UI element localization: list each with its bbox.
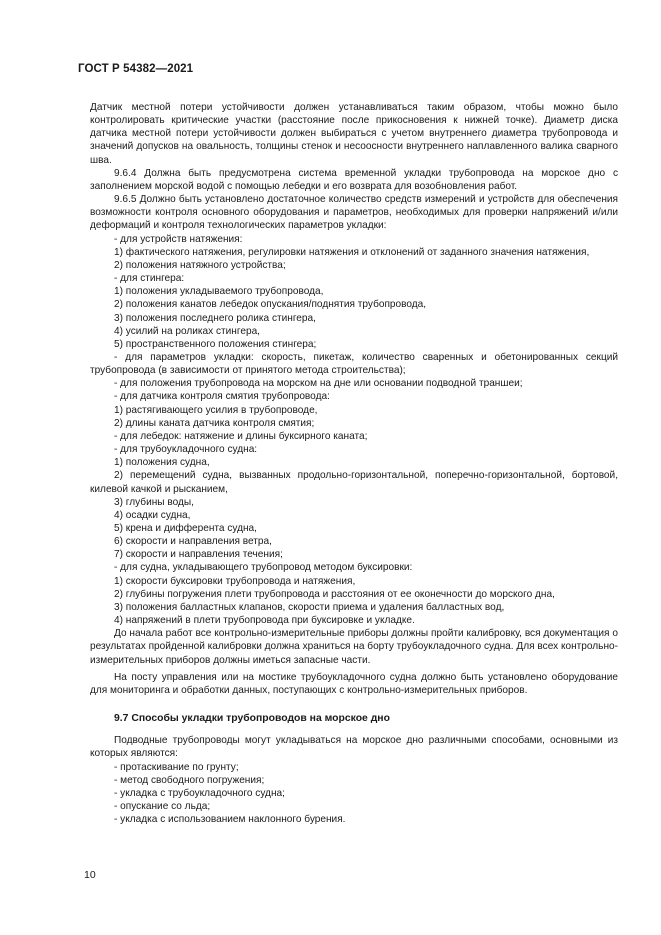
- paragraph: Подводные трубопроводы могут укладываться на морское дно различными способами, основными из которых являются:: [90, 735, 618, 760]
- list-item: - укладка с трубоукладочного судна;: [114, 787, 285, 799]
- list-item: 3) положения последнего ролика стингера,: [114, 312, 316, 324]
- list-item: 5) пространственного положения стингера;: [114, 338, 317, 350]
- clause-9-6-5: 9.6.5 Должно быть установлено достаточное количество средств измерений и устройств для обеспечения возможности контроля основного оборудования и параметров, необходимых для проверки напряжений и/или деформаций и контроля технологических параметров укладки:: [90, 194, 618, 232]
- list-item: 1) положения судна,: [114, 457, 210, 469]
- list-item: 4) напряжений в плети трубопровода при буксировке и укладке.: [114, 615, 415, 627]
- list-item: 2) длины каната датчика контроля смятия;: [114, 417, 315, 429]
- paragraph: Датчик местной потери устойчивости должен устанавливаться таким образом, чтобы можно было контролировать критические участки (расстояние после прикосновения к нижней точке). Диаметр диска датчика местной потери устойчивости должен выбираться с учетом внутреннего диаметра трубопровода и значений допусков на овальность, толщины стенок и несоосности внутреннего наплавленного валика сварного шва.: [90, 102, 618, 166]
- list-item: - для лебедок: натяжение и длины буксирного каната;: [114, 430, 368, 442]
- list-item: - для устройств натяжения:: [114, 233, 243, 245]
- clause-9-6-4: 9.6.4 Должна быть предусмотрена система временной укладки трубопровода на морское дно с заполнением морской водой с помощью лебедки и его возврата для возобновления работ.: [90, 167, 618, 192]
- document-header: ГОСТ Р 54382—2021: [78, 63, 194, 75]
- list-item: - метод свободного погружения;: [114, 774, 265, 786]
- section-title: 9.7 Способы укладки трубопроводов на морское дно: [114, 713, 390, 725]
- list-item: - для судна, укладывающего трубопровод методом буксировки:: [114, 562, 413, 574]
- list-item: - для стингера:: [114, 273, 185, 285]
- list-item: 6) скорости и направления ветра,: [114, 536, 272, 548]
- list-item: 2) положения натяжного устройства;: [114, 259, 286, 271]
- list-item: 1) фактического натяжения, регулировки натяжения и отклонений от заданного значения натяжения,: [114, 246, 590, 258]
- list-item: 3) положения балластных клапанов, скорости приема и удаления балластных вод,: [114, 601, 505, 613]
- paragraph: До начала работ все контрольно-измерительные приборы должны пройти калибровку, вся документация о результатах пройденной калибровки должна храниться на борту трубоукладочного судна. Для всех контрольно-измерительных приборов должны иметься запасные части.: [90, 628, 618, 666]
- list-item: - для трубоукладочного судна:: [114, 444, 258, 456]
- list-item: 7) скорости и направления течения;: [114, 549, 283, 561]
- list-item: 1) положения укладываемого трубопровода,: [114, 286, 324, 298]
- page-number: 10: [84, 869, 96, 881]
- list-item: - укладка с использованием наклонного бурения.: [114, 814, 346, 826]
- list-item: - опускание со льда;: [114, 800, 211, 812]
- list-item: 1) скорости буксировки трубопровода и натяжения,: [114, 575, 356, 587]
- list-item: 2) положения канатов лебедок опускания/поднятия трубопровода,: [114, 299, 427, 311]
- list-item: 4) усилий на роликах стингера,: [114, 325, 260, 337]
- list-item: 1) растягивающего усилия в трубопроводе,: [114, 404, 318, 416]
- list-item: 5) крена и дифферента судна,: [114, 523, 257, 534]
- list-item: - для параметров укладки: скорость, пикетаж, количество сваренных и обетонированных секций трубопровода (в зависимости от принятого метода строительства);: [90, 351, 618, 377]
- list-item: 3) глубины воды,: [114, 496, 194, 508]
- list-item: - для датчика контроля смятия трубопровода:: [114, 391, 330, 403]
- list-item: - для положения трубопровода на морском на дне или основании подводной траншеи;: [114, 378, 523, 390]
- page-body: [90, 101, 618, 826]
- paragraph: На посту управления или на мостике трубоукладочного судна должно быть установлено оборудование для мониторинга и обработки данных, поступающих с контрольно-измерительных приборов.: [90, 671, 618, 696]
- list-item: 4) осадки судна,: [114, 509, 191, 521]
- list-item: 2) глубины погружения плети трубопровода и расстояния от ее оконечности до морского дна,: [114, 588, 555, 600]
- list-item: 2) перемещений судна, вызванных продольно-горизонтальной, поперечно-горизонтальной, бортовой, килевой качкой и рысканием,: [90, 470, 618, 495]
- list-item: - протаскивание по грунту;: [114, 761, 239, 773]
